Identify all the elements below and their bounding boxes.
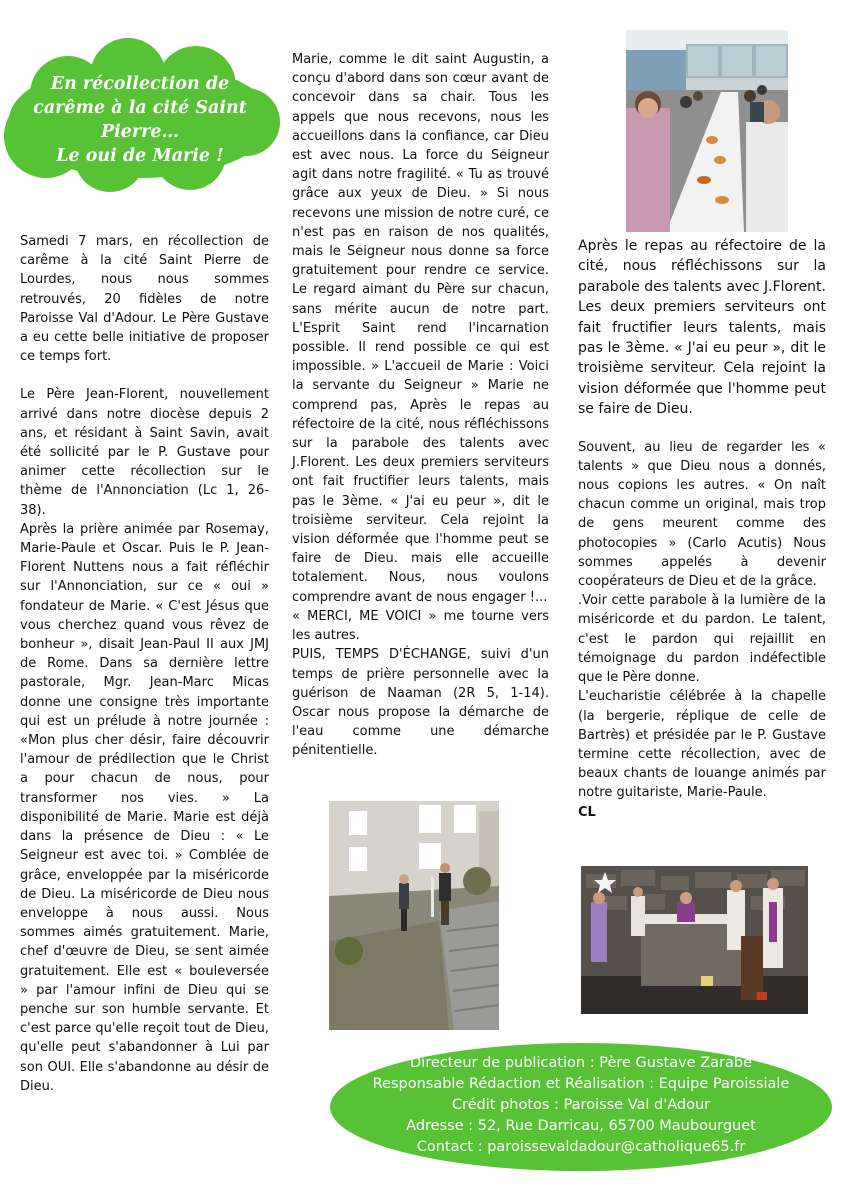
page-title [20, 72, 260, 168]
footer-photo-credit: Crédit photos : Paroisse Val d'Adour [451, 1097, 711, 1113]
refectory-photo [626, 30, 788, 232]
column-right [578, 236, 826, 820]
chapel-photo [581, 866, 808, 1014]
paragraph: .Voir cette parabole à la lumière de la miséricorde et du pardon. Le talent, c'est le pardon qui rejaillit en témoignage du pardon indéfectible que le Père donne. [578, 593, 826, 686]
paragraph: Après la prière animée par Rosemay, Marie-Paule et Oscar. Puis le P. Jean-Florent Nuttens nous a fait réfléchir sur l'Annonciation, sur ce « oui » fondateur de Marie. « C'est Jésus que vous cherchez quand vous rêvez de bonheur », disait Jean-Paul II aux JMJ de Rome. Dans sa dernière lettre pastorale, Mgr. Jean-Marc Micas donne une consigne très importante qui est un prélude à notre journée : «Mon plus cher désir, faire découvrir l'amour de prédilection que le Christ a pour chacun de nous, pour transformer nos vies. » La disponibilité de Marie. Marie est déjà dans la présence de Dieu : « Le Seigneur est avec toi. » Comblée de grâce, enveloppée par la miséricorde de Dieu. La miséricorde de Dieu nous enveloppe à nous aussi. Nous sommes aimés gratuitement. Marie, chef d'œuvre de Dieu, se sent aimée gratuitement. Elle est « bouleversée » par l'amour infini de Dieu qui se penche sur son humble servante. Et c'est parce qu'elle reçoit tout de Dieu, qu'elle peut s'abandonner à Lui par son OUI. Elle s'abandonne au désir de Dieu. [20, 521, 269, 1094]
footer-publisher: Directeur de publication : Père Gustave Zarabe [410, 1055, 752, 1071]
footer-address: Adresse : 52, Rue Darricau, 65700 Maubourguet [406, 1118, 756, 1134]
paragraph: Le Père Jean-Florent, nouvellement arrivé dans notre diocèse depuis 2 ans, et résidant à Saint Savin, avait été sollicité par le P. Gustave pour animer cette récollection sur le thème de l'Annonciation (Lc 1, 26-38). [20, 387, 269, 518]
signature: CL [578, 804, 596, 820]
paragraph: Souvent, au lieu de regarder les « talents » que Dieu nous a donnés, nous copions les autres. « On naît chacun comme un original, mais trop de gens meurent comme des photocopies » (Carlo Acutis) Nous sommes appelés à devenir coopérateurs de Dieu et de la grâce. [578, 439, 826, 590]
paragraph: PUIS, TEMPS D'ÉCHANGE, suivi d'un temps de prière personnelle avec la guérison de Naaman (2R 5, 1-14). Oscar nous propose la démarche de l'eau comme une démarche pénitentielle. [292, 647, 549, 759]
paragraph: L'eucharistie célébrée à la chapelle (la bergerie, réplique de celle de Bartrès) et présidée par le P. Gustave termine cette récollection, avec de beaux chants de louange animés par notre guitariste, Marie-Paule. [578, 689, 826, 801]
title-line: En récollection de [50, 74, 230, 94]
title-line: carême à la cité Saint [33, 98, 247, 118]
courtyard-photo [329, 801, 499, 1030]
column-middle [292, 50, 549, 761]
title-line: Pierre… [100, 122, 179, 142]
paragraph: Marie, comme le dit saint Augustin, a conçu d'abord dans son cœur avant de concevoir dans sa chair. Tous les appels que nous recevons, nous les accueillons dans la confiance, car Dieu est avec nous. La force du Seigneur agit dans notre fragilité. « Tu as trouvé grâce aux yeux de Dieu. » Si nous recevons une mission de notre curé, ce n'est pas en raison de nos qualités, mais le Seigneur nous donne sa force gratuitement pour rendre ce service. Le regard aimant du Père sur chacun, sans mérite aucun de notre part. L'Esprit Saint rend l'incarnation possible. Il rend possible ce qui est impossible. » L'accueil de Marie : Voici la servante du Seigneur » Marie ne comprend pas, Après le repas au réfectoire de la cité, nous réfléchissons sur la parabole des talents avec J.Florent. Les deux premiers serviteurs ont fait fructifier leurs talents, mais pas le 3ème. « J'ai eu peur », dit le troisième serviteur. Cela rejoint la vision déformée que l'homme peut se faire de Dieu. mais elle accueille totalement. Nous, nous voulons comprendre avant de nous engager !... [292, 52, 549, 605]
footer-editorial: Responsable Rédaction et Réalisation : Equipe Paroissiale [372, 1076, 790, 1092]
publication-footer [330, 1043, 832, 1171]
paragraph: « MERCI, ME VOICI » me tourne vers les autres. [292, 608, 549, 644]
title-cloud [0, 36, 282, 194]
footer-contact: Contact : paroissevaldadour@catholique65.fr [416, 1139, 746, 1155]
column-left [20, 232, 269, 1096]
paragraph: Après le repas au réfectoire de la cité, nous réfléchissons sur la parabole des talents avec J.Florent. Les deux premiers serviteurs ont fait fructifier leurs talents, mais pas le 3ème. « J'ai eu peur », dit le troisième serviteur. Cela rejoint la vision déformée que l'homme peut se faire de Dieu. [578, 238, 826, 418]
paragraph: Samedi 7 mars, en récollection de carême à la cité Saint Pierre de Lourdes, nous nous sommes retrouvés, 20 fidèles de notre Paroisse Val d'Adour. Le Père Gustave a eu cette belle initiative de proposer ce temps fort. [20, 234, 269, 365]
title-line: Le oui de Marie ! [56, 146, 224, 166]
